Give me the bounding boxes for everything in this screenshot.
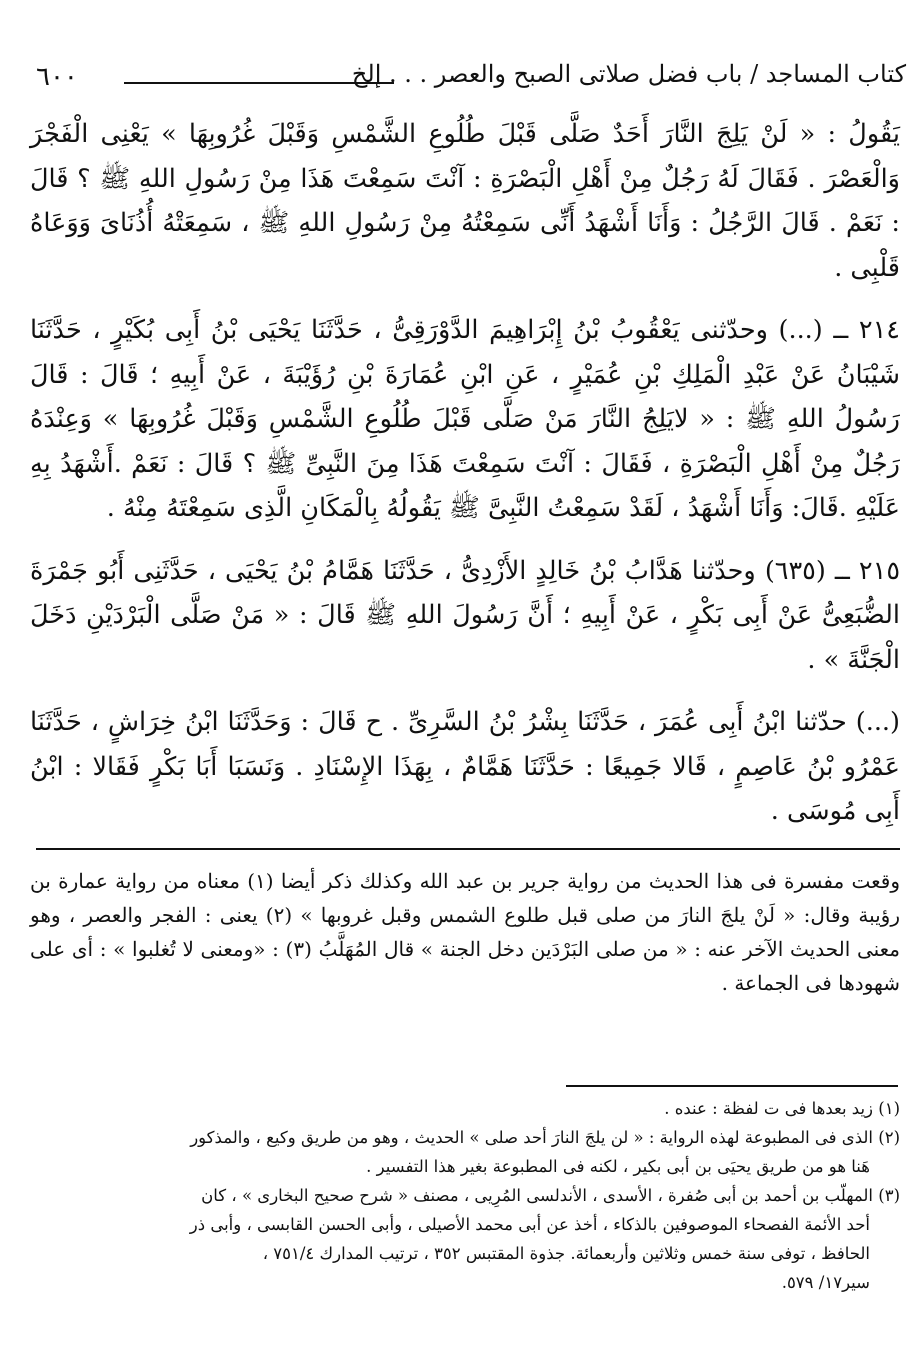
commentary-separator — [36, 848, 900, 850]
page-number: ٦٠٠ — [36, 62, 78, 92]
footnote-3: (٣) المهلّب بن أحمد بن أبى صُفرة ، الأسدى ، الأندلسى المُرِيى ، مصنف « شرح صحيح البخارى » ، كان — [201, 1186, 900, 1205]
footnote-3-cont: أحد الأئمة الفصحاء الموصوفين بالذكاء ، أخذ عن أبى محمد الأصيلى ، وأبى الحسن القابسى ، وأبى ذر — [189, 1215, 870, 1234]
main-text — [30, 112, 900, 834]
footnote-2: (٢) الذى فى المطبوعة لهذه الرواية : « لن يلجَ النارَ أحد صلى » الحديث ، وهو من طريق وكيع ، والمذكور — [190, 1128, 900, 1147]
footnote-separator — [566, 1085, 898, 1087]
footnotes — [34, 1094, 900, 1297]
footnote-1: (١) زيد بعدها فى ت لفظة : عنده . — [664, 1099, 900, 1118]
footnote-3-cont: الحافظ ، توفى سنة خمس وثلاثين وأربعمائة. جذوة المقتبس ٣٥٢ ، ترتيب المدارك ٧٥١/٤ ، — [262, 1244, 870, 1263]
hadith-continuation: يَقُولُ : « لَنْ يَلِجَ النَّارَ أَحَدٌ صَلَّى قَبْلَ طُلُوعِ الشَّمْسِ وَقَبْلَ غُرُوبِهَا » يَعْنِى الْفَجْرَ وَالْعَصْرَ . فَقَالَ لَهُ رَجُلٌ مِنْ أَهْلِ الْبَصْرَةِ : آنْتَ سَمِعْتَ هَذَا مِنْ رَسُولِ اللهِ ﷺ ؟ قَالَ : نَعَمْ . قَالَ الرَّجُلُ : وَأَنَا أَشْهَدُ أَنِّى سَمِعْتُهُ مِنْ رَسُولِ اللهِ ﷺ ، سَمِعَتْهُ أُذُنَاىَ وَوَعَاهُ قَلْبِى . — [30, 119, 900, 283]
hadith-215: ٢١٥ ــ (٦٣٥) وحدّثنا هَدَّابُ بْنُ خَالِدٍ الأَزْدِىُّ ، حَدَّثَنَا هَمَّامُ بْنُ يَحْيَى ، حَدَّثَنِى أَبُو جَمْرَةَ الضُّبَعِىُّ عَنْ أَبِى بَكْرٍ ، عَنْ أَبِيهِ ؛ أَنَّ رَسُولَ اللهِ ﷺ قَالَ : « مَنْ صَلَّى الْبَرْدَيْنِ دَخَلَ الْجَنَّةَ » . — [30, 555, 901, 675]
hadith-214: ٢١٤ ــ (...) وحدّثنى يَعْقُوبُ بْنُ إِبْرَاهِيمَ الدَّوْرَقِىُّ ، حَدَّثَنَا يَحْيَى بْنُ أَبِى بُكَيْرٍ ، حَدَّثَنَا شَيْبَانُ عَنْ عَبْدِ الْمَلِكِ بْنِ عُمَيْرٍ ، عَنِ ابْنِ عُمَارَةَ بْنِ رُؤَيْبَةَ ، عَنْ أَبِيهِ ؛ قَالَ : قَالَ رَسُولُ اللهِ ﷺ : « لايَلِجُ النَّارَ مَنْ صَلَّى قَبْلَ طُلُوعِ الشَّمْسِ وَقَبْلَ غُرُوبِهَا » وَعِنْدَهُ رَجُلٌ مِنْ أَهْلِ الْبَصْرَةِ ، فَقَالَ : آنْتَ سَمِعْتَ هَذَا مِنَ النَّبِىِّ ﷺ ؟ قَالَ : نَعَمْ .أَشْهَدُ بِهِ عَلَيْهِ .قَالَ: وَأَنَا أَشْهَدُ ، لَقَدْ سَمِعْتُ النَّبِىَّ ﷺ يَقُولُهُ بِالْمَكَانِ الَّذِى سَمِعْتَهُ مِنْهُ . — [30, 315, 900, 523]
footnote-3-cont: سير١٧/ ٥٧٩. — [781, 1273, 870, 1292]
page-header — [36, 60, 906, 100]
commentary-text: وقعت مفسرة فى هذا الحديث من رواية جرير بن عبد الله وكذلك ذكر أيضا (١) معناه من رواية عمارة بن رؤيبة وقال: « لَنْ يلجَ النارَ من صلى قبل طلوع الشمس وقبل غروبها » (٢) يعنى : الفجر والعصر ، وهو معنى الحديث الآخر عنه : « من صلى البَرْدَين دخل الجنة » قال المُهَلَّبُ (٣) : «ومعنى لا تُغلبوا » : أى على شهودها فى الجماعة . — [30, 869, 901, 995]
commentary — [30, 864, 900, 1000]
running-title: كتاب المساجد / باب فضل صلاتى الصبح والعصر . . . إلخ — [351, 60, 906, 88]
footnote-2-cont: هَنا هو من طريق يحيَى بن أبى بكير ، لكنه فى المطبوعة بغير هذا التفسير . — [366, 1157, 870, 1176]
hadith-215-chain: (...) حدّثنا ابْنُ أَبِى عُمَرَ ، حَدَّثَنَا بِشْرُ بْنُ السَّرِىِّ . ح قَالَ : وَحَدَّثَنَا ابْنُ خِرَاشٍ ، حَدَّثَنَا عَمْرُو بْنُ عَاصِمٍ ، قَالا جَمِيعًا : حَدَّثَنَا هَمَّامٌ ، بِهَذَا الإِسْنَادِ . وَنَسَبَا أَبَا بَكْرٍ فَقَالا : ابْنُ أَبِى مُوسَى . — [30, 707, 900, 826]
